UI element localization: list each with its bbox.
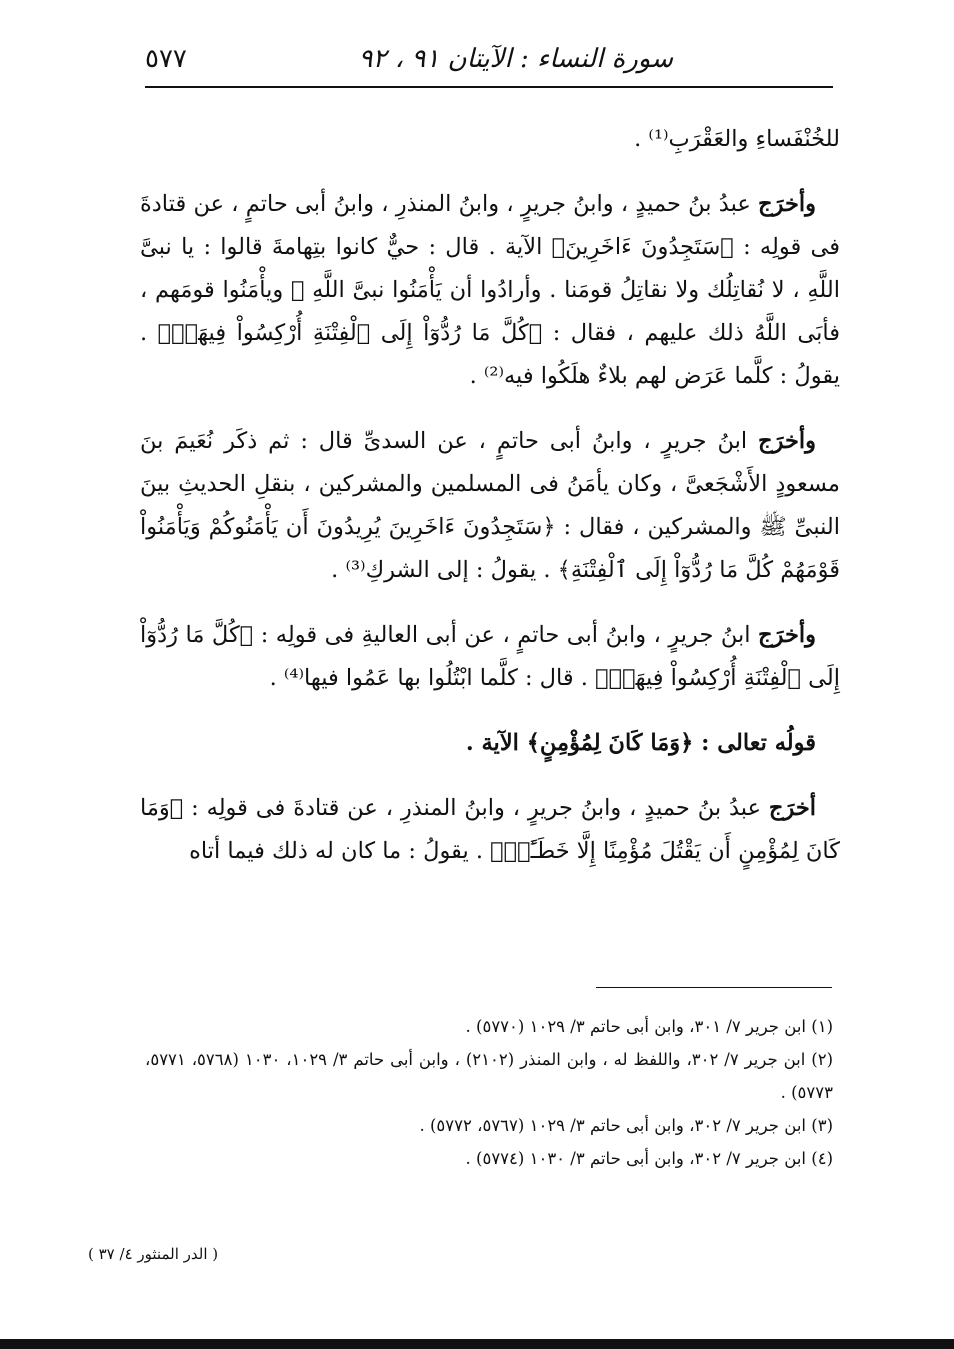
page-header xyxy=(145,40,833,84)
paragraph-text: عبدُ بنُ حميدٍ ، وابنُ جريرٍ ، وابنُ المنذرِ ، عن قتادةَ فى قولِه : ﴿وَمَا كَانَ لِمُؤْمِنٍ أَن يَقْتُلَ مُؤْمِنًا إِلَّا خَطَـًٔاۚ﴾ . يقولُ : ما كان له ذلك فيما أتاه xyxy=(140,795,840,864)
paragraph-qatada xyxy=(140,183,840,398)
paragraph-text: ابنُ جريرٍ ، وابنُ أبى حاتمٍ ، عن السدىِّ قال : ثم ذكَر نُعَيمَ بنَ مسعودٍ الأَشْجَعىَّ ، وكان يأمَنُ فى المسلمين والمشركين ، بنقلِ الحديثِ بينَ النبىِّ ﷺ والمشركين ، فقال : ﴿سَتَجِدُونَ ءَاخَرِينَ يُرِيدُونَ أَن يَأْمَنُوكُمْ وَيَأْمَنُواْ قَوْمَهُمْ كُلَّ مَا رُدُّوٓاْ إِلَى ٱلْفِتْنَةِ﴾ . يقولُ : إلى الشركِ⁽³⁾ . xyxy=(140,428,840,583)
paragraph-qatada-2 xyxy=(140,787,840,873)
paragraph-text: عبدُ بنُ حميدٍ ، وابنُ جريرٍ ، وابنُ المنذرِ ، وابنُ أبى حاتمٍ ، عن قتادةَ فى قولِه : ﴿سَتَجِدُونَ ءَاخَرِينَ﴾ الآية . قال : حيٌّ كانوا بتِهامةَ قالوا : يا نبىَّ اللَّهِ ، لا نُقاتِلُك ولا نقاتِلُ قومَنا . وأرادُوا أن يَأْمَنُوا نبىَّ اللَّهِ ﷺ ويأْمَنُوا قومَهم ، فأبَى اللَّهُ ذلك عليهم ، فقال : ﴿كُلَّ مَا رُدُّوٓاْ إِلَى ٱلْفِتْنَةِ أُرْكِسُواْ فِيهَاۚ﴾ . يقولُ : كلَّما عَرَض لهم بلاءٌ هلَكُوا فيه⁽²⁾ . xyxy=(140,191,840,389)
running-title: سورة النساء : الآيتان ٩١ ، ٩٢ xyxy=(358,44,673,74)
paragraph-lead: وأخرَج xyxy=(758,428,816,454)
footnote-rule xyxy=(596,987,832,988)
source-reference: ( الدر المنثور ٤/ ٣٧ ) xyxy=(88,1245,219,1263)
paragraph-continuation xyxy=(140,118,840,161)
paragraph-text: للخُنْفَساءِ والعَقْرَبِ⁽¹⁾ . xyxy=(634,126,840,152)
paragraph-text: ابنُ جريرٍ ، وابنُ أبى حاتمٍ ، عن أبى العاليةِ فى قولِه : ﴿كُلَّ مَا رُدُّوٓاْ إِلَى ٱلْفِتْنَةِ أُرْكِسُواْ فِيهَاۚ﴾ . قال : كلَّما ابْتُلُوا بها عَمُوا فيها⁽⁴⁾ . xyxy=(140,622,840,691)
scan-edge xyxy=(0,1339,954,1349)
paragraph-suddi xyxy=(140,420,840,592)
paragraph-lead: أخرَج xyxy=(768,795,816,821)
footnote-4: (٤) ابن جرير ٧/ ٣٠٢، وابن أبى حاتم ٣/ ١٠٣٠ (٥٧٧٤) . xyxy=(465,1149,833,1168)
verse-heading xyxy=(140,722,840,765)
footnote-1: (١) ابن جرير ٧/ ٣٠١، وابن أبى حاتم ٣/ ١٠٢٩ (٥٧٧٠) . xyxy=(465,1017,833,1036)
paragraph-text: ﴿وَمَا كَانَ لِمُؤْمِنٍ﴾ الآية . xyxy=(465,730,702,756)
paragraph-lead: وأخرَج xyxy=(758,622,816,648)
main-text xyxy=(140,118,840,895)
header-rule xyxy=(145,86,833,88)
paragraph-lead: قولُه تعالى : xyxy=(701,730,816,756)
footnote-3: (٣) ابن جرير ٧/ ٣٠٢، وابن أبى حاتم ٣/ ١٠٢٩ (٥٧٦٧، ٥٧٧٢) . xyxy=(419,1116,833,1135)
paragraph-lead: وأخرَج xyxy=(758,191,816,217)
page-number: ٥٧٧ xyxy=(145,44,187,74)
footnotes xyxy=(145,1010,833,1175)
footnote-2: (٢) ابن جرير ٧/ ٣٠٢، واللفظ له ، وابن المنذر (٢١٠٢) ، وابن أبى حاتم ٣/ ١٠٢٩، ١٠٣٠ (٥٧٦٨، ٥٧٧١، ٥٧٧٣) . xyxy=(145,1050,834,1102)
paragraph-abu-aliya xyxy=(140,614,840,700)
